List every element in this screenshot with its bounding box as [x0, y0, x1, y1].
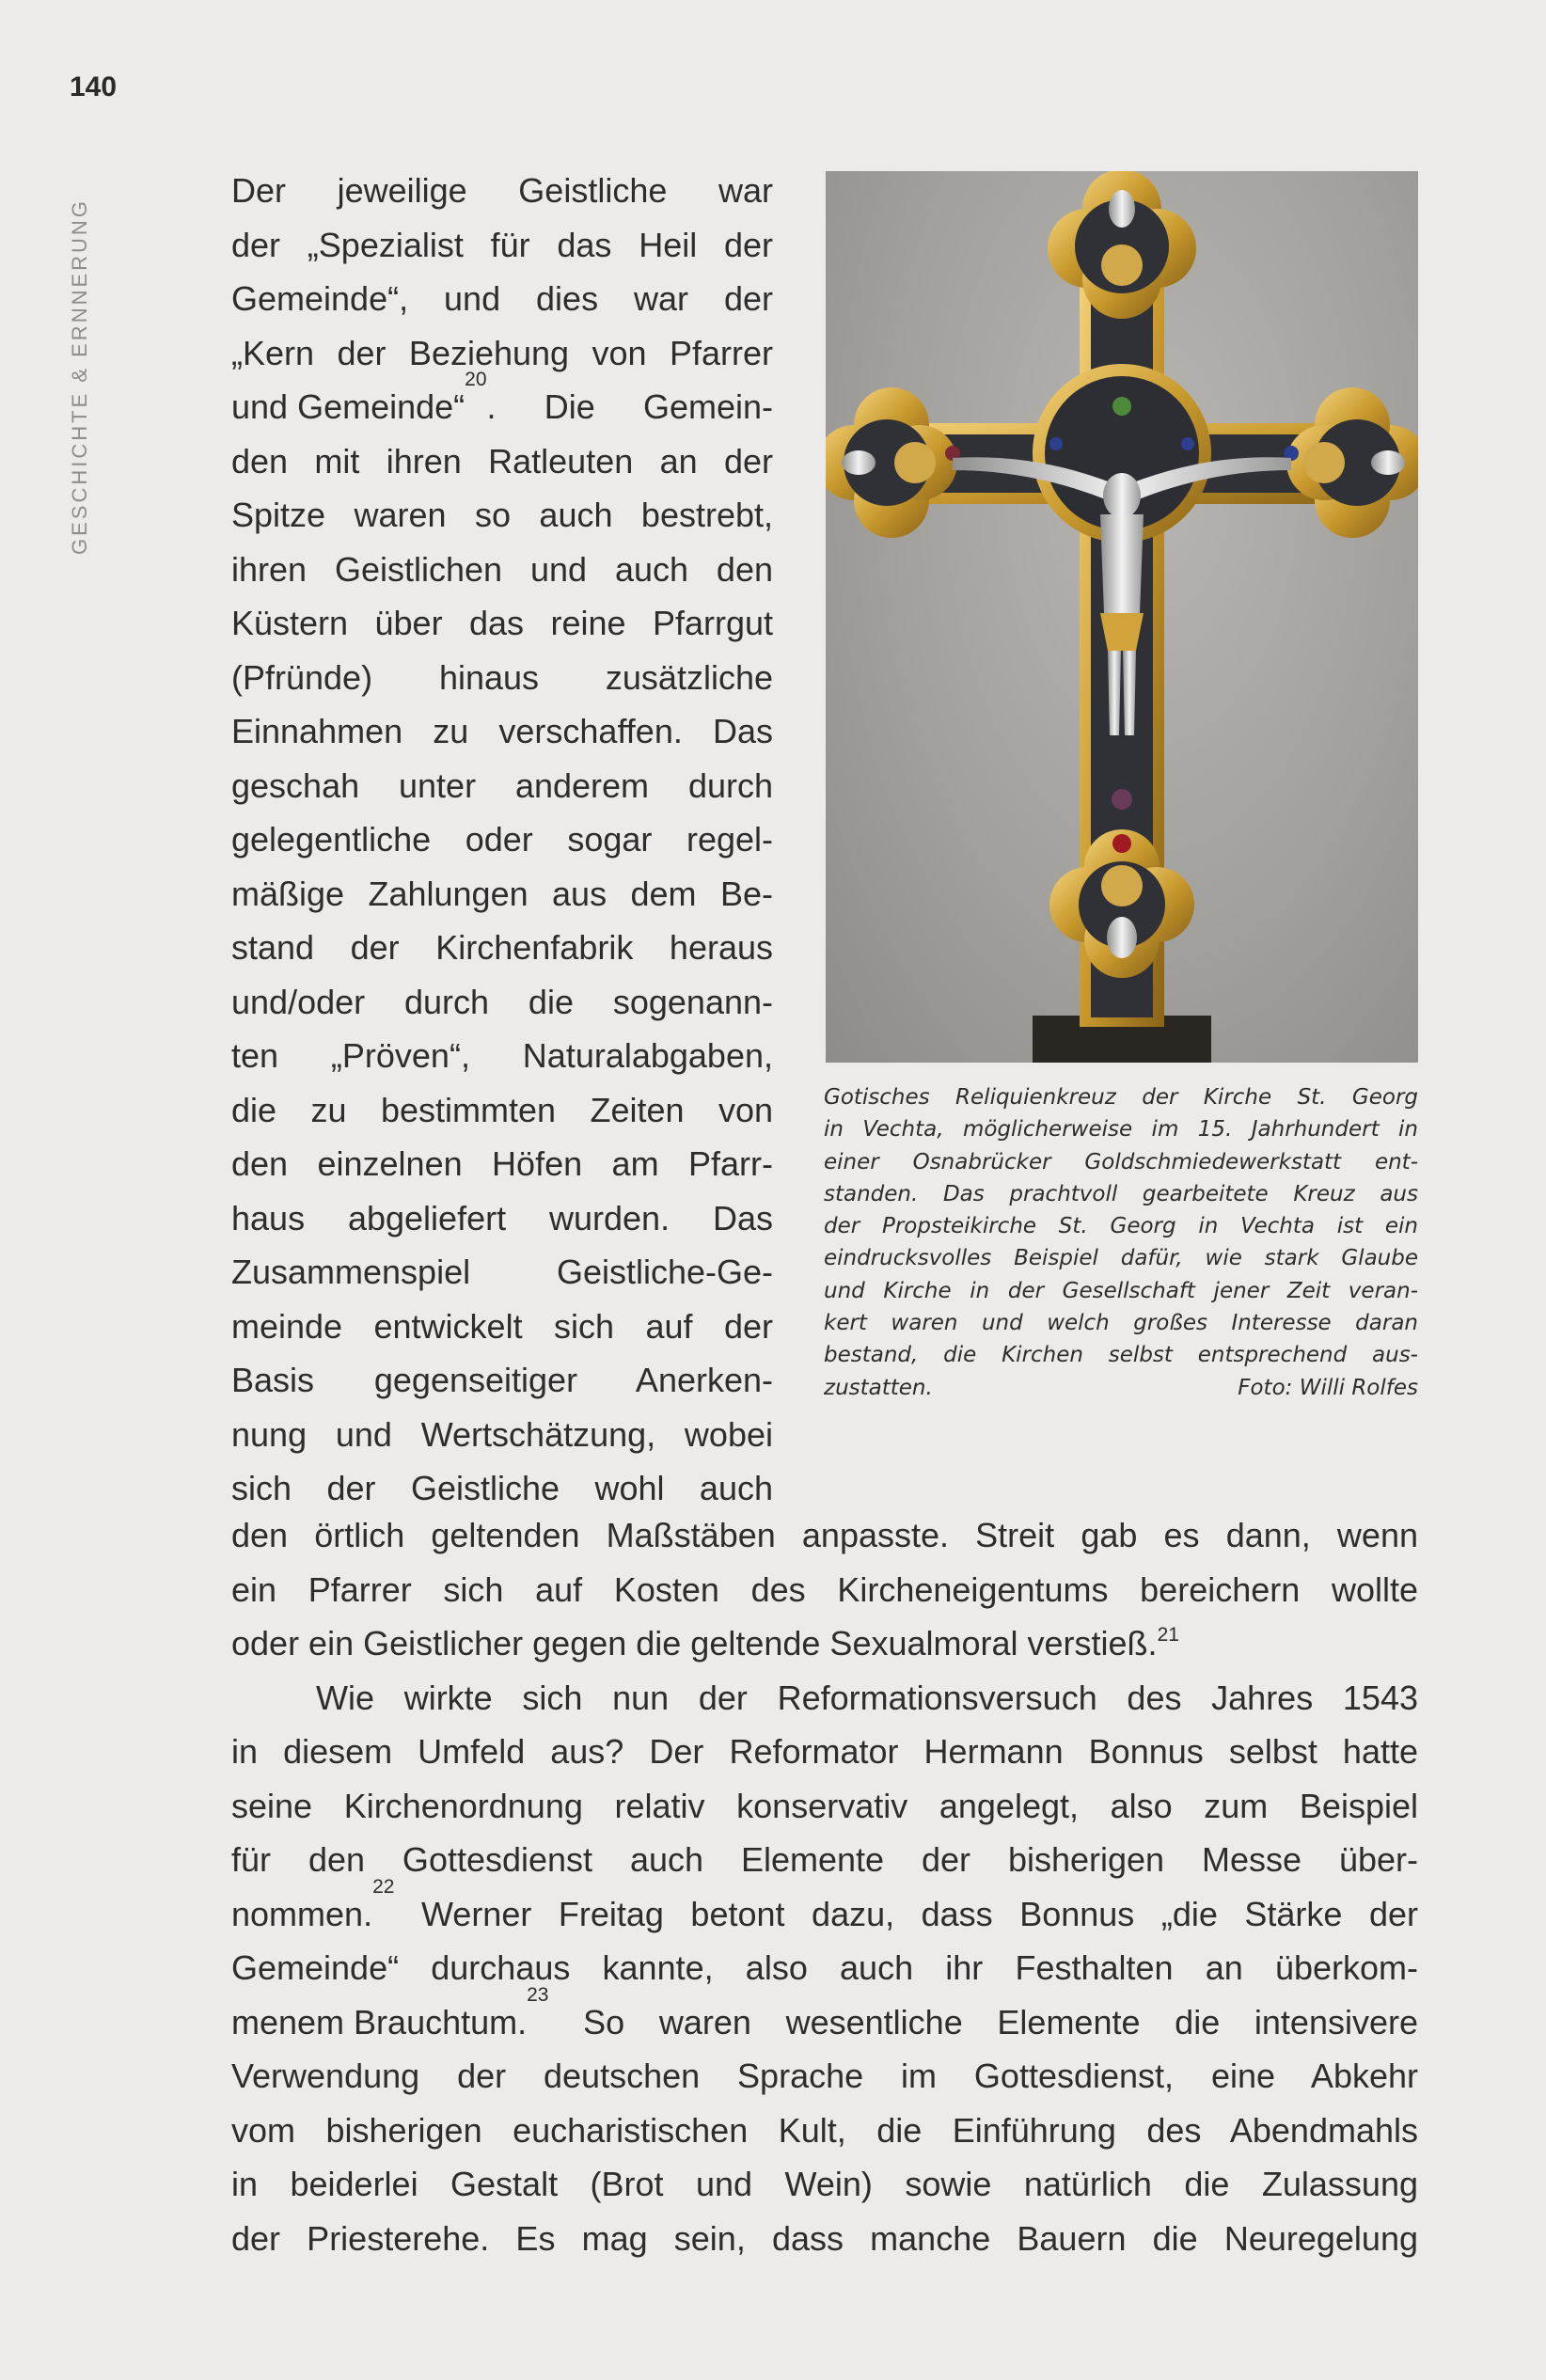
section-label: GESCHICHTE & ERNNERUNG	[68, 198, 91, 555]
text-segment: oder ein Geistlicher gegen die geltende Sexualmoral verstieß.	[231, 1624, 1158, 1663]
text-segment: und Gemeinde“	[231, 387, 465, 426]
footnote-ref: 22	[372, 1875, 395, 1898]
text-line: stand der Kirchenfabrik heraus	[231, 928, 773, 967]
text-segment: menem Brauchtum.	[231, 2002, 528, 2041]
text-line: geschah unter anderem durch	[231, 765, 773, 805]
page-number: 140	[70, 71, 118, 102]
caption-line: eindrucksvolles Beispiel dafür, wie stark Glaube	[824, 1246, 1418, 1271]
text-line: Wie wirkte sich nun der Reformationsversuch des Jahres 1543	[316, 1678, 1418, 1717]
caption-line: standen. Das prachtvoll gearbeitete Kreuz aus	[824, 1181, 1418, 1206]
footnote-ref: 23	[527, 1983, 549, 2006]
text-line	[231, 1983, 1418, 2050]
text-line: den einzelnen Höfen am Pfarr-	[231, 1144, 773, 1183]
text-line: haus abgeliefert wurden. Das	[231, 1198, 773, 1237]
text-line: Der jeweilige Geistliche war	[231, 171, 773, 210]
text-line: der „Spezialist für das Heil der	[231, 225, 773, 264]
footnote-ref: 21	[1157, 1624, 1179, 1646]
text-line: (Pfründe) hinaus zusätzliche	[231, 657, 773, 697]
reliquary-cross-photo	[826, 171, 1418, 1063]
text-line: in diesem Umfeld aus? Der Reformator Hermann Bonnus selbst hatte	[231, 1732, 1418, 1771]
caption-line: bestand, die Kirchen selbst entsprechend aus-	[824, 1343, 1418, 1368]
cross-illustration	[826, 171, 1418, 1063]
photo-credit: Foto: Willi Rolfes	[1238, 1375, 1418, 1400]
text-line: Küstern über das reine Pfarrgut	[231, 604, 773, 642]
text-line: mäßige Zahlungen aus dem Be-	[231, 874, 773, 913]
text-line: ten „Pröven“, Naturalabgaben,	[231, 1036, 773, 1075]
text-segment: Werner Freitag betont dazu, dass Bonnus „die Stärke der	[394, 1894, 1418, 1933]
caption-line: Gotisches Reliquienkreuz der Kirche St. Georg	[824, 1085, 1418, 1110]
caption-line: einer Osnabrücker Goldschmiedewerkstatt ent-	[824, 1149, 1418, 1174]
text-line: Zusammenspiel Geistliche-Ge-	[231, 1253, 773, 1291]
text-segment: nommen.	[231, 1894, 373, 1933]
caption-text: zustatten.	[824, 1375, 933, 1400]
text-line: vom bisherigen eucharistischen Kult, die Einführung des Abendmahls	[231, 2110, 1418, 2150]
text-line: ihren Geistlichen und auch den	[231, 549, 773, 589]
text-line: den mit ihren Ratleuten an der	[231, 441, 773, 481]
text-line: „Kern der Beziehung von Pfarrer	[231, 333, 773, 372]
caption-line: der Propsteikirche St. Georg in Vechta ist ein	[824, 1214, 1418, 1239]
text-line: der Priesterehe. Es mag sein, dass manche Bauern die Neuregelung	[231, 2218, 1418, 2258]
text-line: Einnahmen zu verschaffen. Das	[231, 712, 773, 750]
text-line: Gemeinde“ durchaus kannte, also auch ihr Festhalten an überkom-	[231, 1948, 1418, 1987]
text-line: sich der Geistliche wohl auch	[231, 1469, 773, 1507]
text-line: ein Pfarrer sich auf Kosten des Kircheneigentums bereichern wollte	[231, 1569, 1418, 1609]
caption-line	[824, 1372, 1418, 1404]
body-text-narrow	[231, 164, 773, 1516]
photo-caption	[824, 1081, 1418, 1404]
text-line: gelegentliche oder sogar regel-	[231, 820, 773, 859]
text-line	[231, 1875, 1418, 1942]
caption-line: in Vechta, möglicherweise im 15. Jahrhundert in	[824, 1117, 1418, 1143]
text-line: Basis gegenseitiger Anerken-	[231, 1361, 773, 1399]
caption-line: und Kirche in der Gesellschaft jener Zeit veran-	[824, 1278, 1418, 1303]
text-line: meinde entwickelt sich auf der	[231, 1306, 773, 1346]
text-line: und/oder durch die sogenann-	[231, 982, 773, 1021]
text-line: die zu bestimmten Zeiten von	[231, 1090, 773, 1129]
footnote-ref: 20	[465, 369, 487, 390]
caption-line: kert waren und welch großes Interesse daran	[824, 1311, 1418, 1336]
text-line: Verwendung der deutschen Sprache im Gottesdienst, eine Abkehr	[231, 2057, 1418, 2095]
text-line: seine Kirchenordnung relativ konservativ angelegt, also zum Beispiel	[231, 1786, 1418, 1825]
text-line: für den Gottesdienst auch Elemente der bisherigen Messe über-	[231, 1840, 1418, 1879]
text-segment: . Die Gemein-	[486, 387, 773, 426]
text-line: Spitze waren so auch bestrebt,	[231, 496, 773, 534]
text-line: nung und Wertschätzung, wobei	[231, 1414, 773, 1454]
text-line: Gemeinde“, und dies war der	[231, 279, 773, 318]
text-line	[231, 369, 773, 434]
text-line: den örtlich geltenden Maßstäben anpasste. Streit gab es dann, wenn	[231, 1516, 1418, 1554]
body-text-full	[231, 1508, 1418, 2265]
text-line	[231, 1616, 1418, 1671]
text-segment: So waren wesentliche Elemente die intensivere	[548, 2002, 1418, 2041]
text-line: in beiderlei Gestalt (Brot und Wein) sowie natürlich die Zulassung	[231, 2165, 1418, 2203]
